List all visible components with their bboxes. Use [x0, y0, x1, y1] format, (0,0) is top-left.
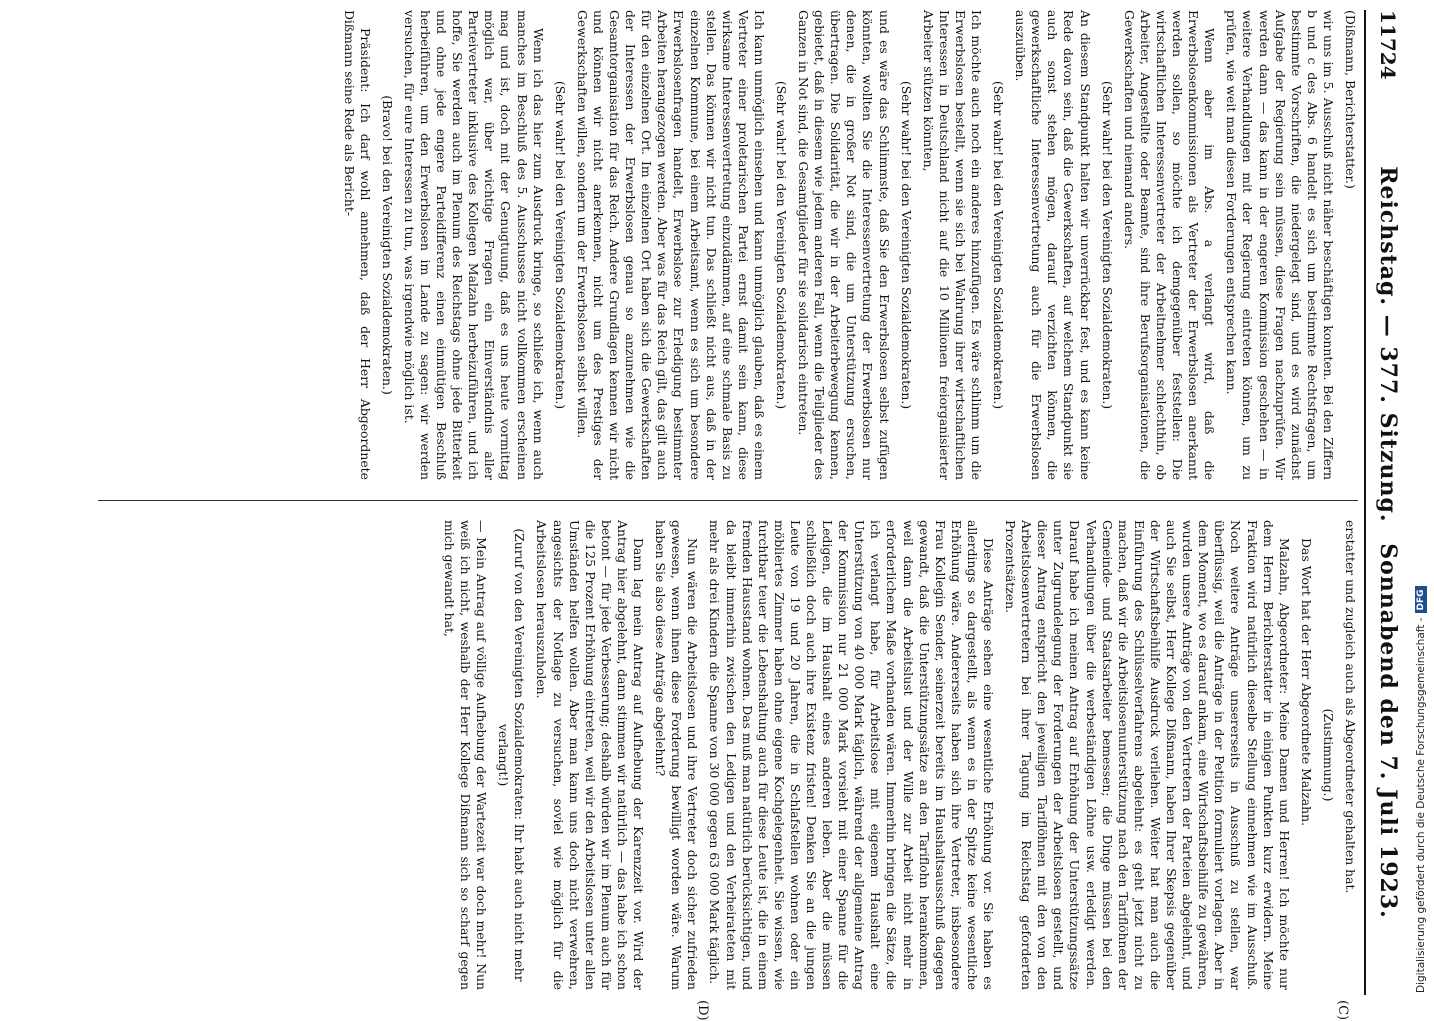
running-title-right: Sonnabend den 7. Juli 1923. [1375, 543, 1401, 919]
paragraph: Ich kann unmöglich einsehen und kann unmöglich glauben, daß es einem Vertreter einer proletarischen Partei ernst damit sein kann, diese wirksame Interessenvertretung einzudämmen, auf eine schmale Basis zu stellen. Das können wir nicht tun. Das schließt nicht aus, daß in der einzelnen Kommune, bei einem Arbeitsamt, wenn es sich um besondere Erwerbslosenfragen handelt, Erwerbslose zur Erledigung bestimmter Arbeiten herangezogen werden. Aber was für das Reich gilt, das gilt auch für den einzelnen Ort. Im einzelnen Ort haben sich die Gewerkschaften der Interessen der Erwerbslosen genau so anzunehmen wie die Gesamtorganisation für das Reich. Andere Grundlagen kennen wir nicht und können wir nicht anerkennen, nicht um des Prestiges der Gewerkschaften willen, sondern um der Erwerbslosen selbst willen. [574, 10, 767, 480]
paragraph: Malzahn, Abgeordneter: Meine Damen und Herren! Ich möchte nur dem Herrn Berichterstatter in einigen Punkten kurz erwidern. Meine Fraktion wird natürlich dieselbe Stellung einnehmen wie im Ausschuß. Noch weitere Anträge unsererseits in Ausschuß zu stellen, war überflüssig, weil die Anträge in der Petition formuliert vorlagen. Aber in dem Moment, wo es darauf ankam, eine Wirtschaftsbeihilfe zu gewähren, wurden unsere Anträge von den Vertretern der Parteien abgelehnt, und auch Sie selbst, Herr Kollege Dißmann, haben Ihrer Skepsis gegenüber der Wirtschaftsbeihilfe Ausdruck verliehen. Weiter hat man auch die Einführung des Schlüsselverfahrens abgelehnt: es geht jetzt nicht zu machen, daß wir die Arbeitslosenunterstützung nach den Tariflöhnen der Gemeinde- und Staatsarbeiter bemessen; die Dinge müssen bei den Verhandlungen über die werbeständigen Löhne usw. erledigt werden. Darauf habe ich meinen Antrag auf Erhöhung der Unterstützungssätze unter Zugrundelegung der Forderungen der Arbeitslosen gestellt, und dieser Antrag entspricht den jeweiligen Tariflöhnen mit den von den Arbeitslosenvertretern bei ihrer Tagung im Reichstag geforderten Prozentsätzen. [1003, 520, 1292, 990]
paragraph: Dann lag mein Antrag auf Aufhebung der Karenzzeit vor. Wird der Antrag hier abgelehnt, dann stimmen wir natürlich — das habe ich schon betont — für jede Verbesserung; deshalb würden wir im Plenum auch für die 125 Prozent Erhöhung eintreten, weil wir den Arbeitslosen unter allen Umständen helfen wollen. Aber man kann uns doch nicht verwehren, angesichts der Notlage zu versuchen, soviel wie möglich für die Arbeitslosen herauszuholen. [534, 520, 647, 990]
document-page [90, 10, 1410, 1021]
paragraph: (Sehr wahr! bei den Vereinigten Sozialdemokraten.) [898, 80, 914, 410]
margin-marker-c: (C) [1335, 1000, 1350, 1021]
running-title [1375, 90, 1401, 995]
column-divider [98, 500, 1358, 501]
left-column [335, 10, 1358, 480]
running-title-left: Reichstag. — 377. Sitzung. [1375, 166, 1401, 523]
paragraph: (Sehr wahr! bei den Vereinigten Sozialdemokraten.) [991, 80, 1007, 410]
paragraph: — Mein Antrag auf völlige Aufhebung der Wartezeit war doch mehr! Nun weiß ich nicht, weshalb der Herr Kollege Dißmann sich so scharf gegen mich gewandt hat, [442, 520, 490, 990]
credit-text: Digitalisierung gefördert durch die Deutsche Forschungsgemeinschaft - [1415, 617, 1427, 993]
page-number: 11724 [1376, 10, 1400, 80]
page-header [1364, 10, 1410, 995]
paragraph: und es wäre das Schlimmste, daß Sie den Erwerbslosen selbst zufügen könnten, wollten Sie die Interessenvertretung der Erwerbslosen nur denen, die in großer Not sind, die um Unterstützung ersuchen, übertragen. Die Solidarität, die wir in der Arbeiterbewegung kennen, gebietet, daß in diesem wie jedem anderen Fall, wenn die Teilglieder des Ganzen in Not sind, die Gesamtglieder für sie solidarisch eintreten. [796, 10, 892, 480]
paragraph: Wenn ich das hier zum Ausdruck bringe, so schließe ich, wenn auch manches im Beschluß des 5. Ausschusses nicht vollkommen erscheinen mag und ist, doch mit der Genugtuung, daß es uns heute vormittag möglich war, über wichtige Fragen ein Einverständnis aller Parteivertreter inklusive des Kollegen Malzahn herbeizuführen, und ich hoffe, Sie werden auch im Plenum des Reichstags ohne jede Bitterkeit und ohne jede engere Parteidifferenz einen einmütigen Beschluß herbeiführen, um den Erwerbslosen im Lande zu sagen: wir werden versuchen, für eure Interessen zu tun, was irgendwie möglich ist. [401, 10, 546, 480]
paragraph: Diese Anträge sehen eine wesentliche Erhöhung vor. Sie haben es allerdings so dargestellt, als wenn es in der Spitze keine wesentliche Erhöhung wäre. Andererseits haben sich ihre Vertreter, insbesondere Frau Kollegin Sender, seinerzeit bereits im Haushaltsausschuß dagegen gewandt, daß die Unterstützungssätze an den Tariflohn herankommen, weil dann die Arbeitslust und der Wille zur Arbeit nicht mehr in erforderlichem Maße vorhanden wären. Immerhin bringen die Sätze, die ich verlangt habe, für Arbeitslose mit eigenem Haushalt eine Unterstützung von 40 000 Mark täglich, während der allgemeine Antrag der Kommission nur 21 000 Mark vorsieht mit einer Spanne für die Ledigen, die im Haushalt eines anderen leben. Aber die müssen schließlich doch auch ihre Existenz fristen! Denken Sie an die jungen Leute von 19 und 20 Jahren, die in Schlafstellen wohnen oder ein möbliertes Zimmer haben ohne eigene Kochgelegenheit. Sie wissen, wie furchtbar teuer die Lebenshaltung auch für diese Leute ist, die in einem fremden Hausstand wohnen. Das muß man natürlich berücksichtigen, und da bleibt immerhin zwischen den Ledigen und den Verheirateten mit mehr als drei Kindern die Spanne von 30 000 gegen 63 000 Mark täglich. [707, 520, 997, 990]
paragraph: Wenn aber im Abs. a verlangt wird, daß die Erwerbslosenkommissionen als Vertreter der Erwerbslosen anerkannt werden sollen, so möchte ich demgegenüber feststellen: Die wirtschaftlichen Interessenvertreter der Arbeitnehmer schlechthin, ob Arbeiter, Angestellte oder Beamte, sind ihre Berufsorganisationen, die Gewerkschaften und niemand anders. [1121, 10, 1218, 480]
paragraph: (Sehr wahr! bei den Vereinigten Sozialdemokraten.) [1099, 80, 1115, 410]
paragraph: An diesem Standpunkt halten wir unverrückbar fest, und es kann keine Rede davon sein, daß die Gewerkschaften, auf welchem Standpunkt sie auch sonst stehen mögen, darauf verzichten können, die gewerkschaftliche Interessenvertretung auch für die Erwerbslosen auszuüben. [1013, 10, 1093, 480]
paragraph: erstatter und zugleich auch als Abgeordneter gehalten hat. [1343, 520, 1358, 894]
paragraph: (Zustimmung.) [1320, 708, 1336, 802]
dfg-logo: DFG [1415, 586, 1427, 613]
digitization-credit [1412, 8, 1432, 993]
paragraph: Das Wort hat der Herr Abgeordnete Malzahn. [1298, 538, 1314, 827]
right-column [435, 520, 1358, 990]
paragraph: Nun wären die Arbeitslosen und ihre Vertreter doch sicher zufrieden gewesen, wenn ihnen diese Forderung bewilligt worden wäre. Warum haben Sie also diese Anträge abgelehnt? [653, 520, 701, 990]
paragraph: (Sehr wahr! bei den Vereinigten Sozialdemokraten.) [774, 80, 789, 410]
paragraph: Ich möchte auch noch ein anderes hinzufügen. Es wäre schlimm um die Erwerbslosen bestellt, wenn sie sich bei Wahrung ihrer wirtschaftlichen Interessen in Deutschland nicht auf die 10 Millionen freiorganisierter Arbeiter stützen könnten, [920, 10, 985, 480]
margin-marker-d: (D) [695, 1000, 710, 1021]
paragraph: wir uns im 5. Ausschuß nicht näher beschäftigen konnten. Bei den Ziffern b und c des Abs. 6 handelt es sich um bestimmte Rechtsfragen, um bestimmte Vorschriften, die niedergelegt sind, und es wird zunächst Aufgabe der Regierung sein müssen, diese Fragen nachzuprüfen. Wir werden dann — das kann in der engeren Kommission geschehen — in weitere Verhandlungen mit der Regierung eintreten können, um zu prüfen, wie weit man diesen Forderungen entsprechen kann. [1224, 10, 1336, 480]
paragraph: Präsident: Ich darf wohl annehmen, daß der Herr Abgeordnete Dißmann seine Rede als Bericht- [341, 10, 373, 480]
paragraph: (Sehr wahr! bei den Vereinigten Sozialdemokraten.) [552, 80, 568, 410]
paragraph: (Zuruf von den Vereinigten Sozialdemokraten: Ihr habt auch nicht mehr verlangt!) [496, 528, 528, 982]
paragraph: (Bravo! bei den Vereinigten Sozialdemokraten.) [379, 95, 395, 395]
paragraph: (Dißmann, Berichterstatter.) [1343, 10, 1358, 189]
